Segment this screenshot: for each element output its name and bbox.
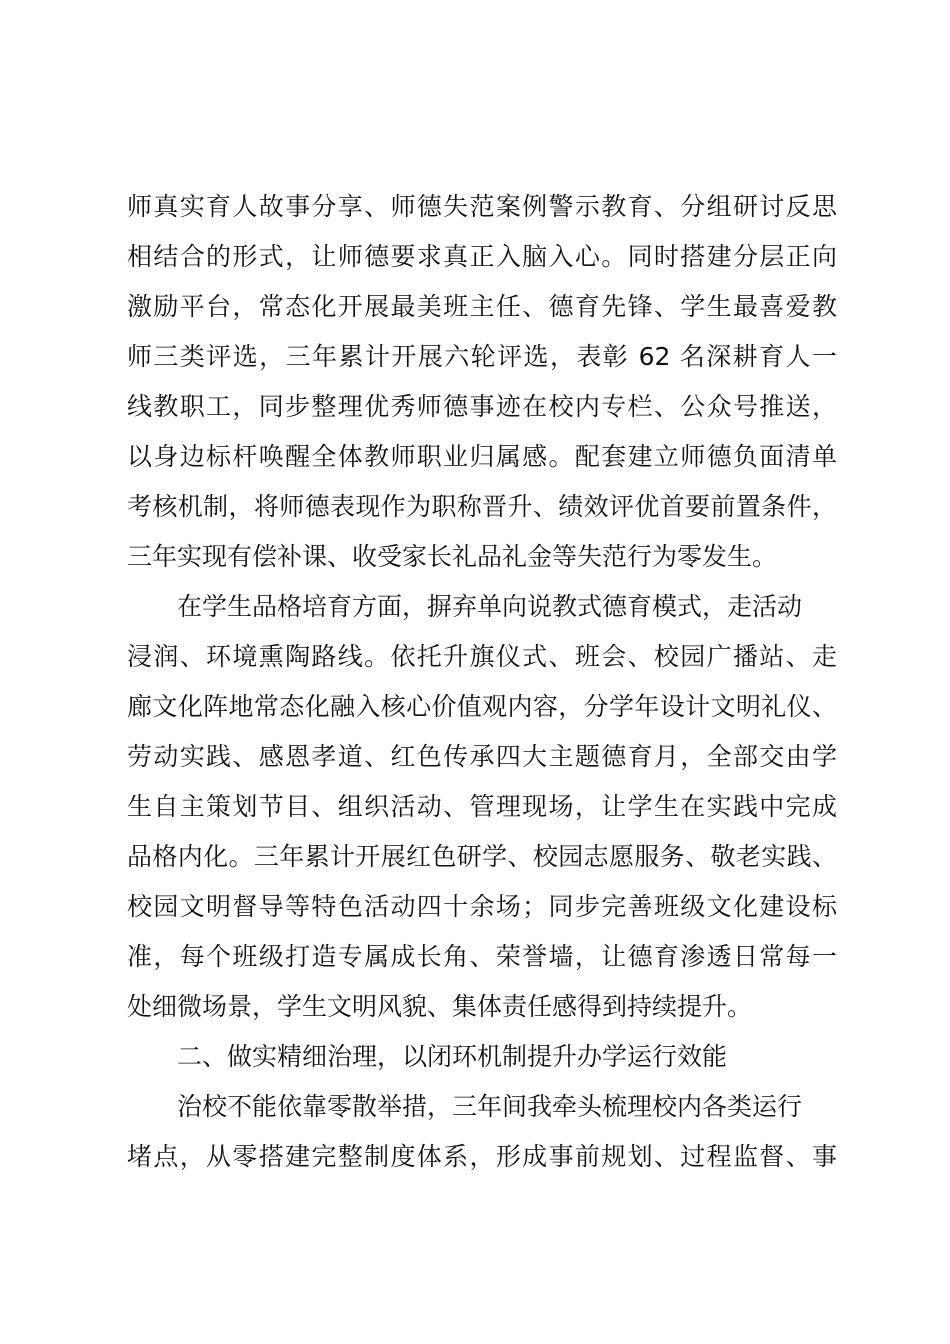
body-text-line: 激励平台，常态化开展最美班主任、德育先锋、学生最喜爱教 xyxy=(127,292,837,321)
body-text-line: 相结合的形式，让师德要求真正入脑入心。同时搭建分层正向 xyxy=(127,242,837,271)
body-text-line: 考核机制，将师德表现作为职称晋升、绩效评优首要前置条件， xyxy=(127,492,837,521)
body-text-line: 劳动实践、感恩孝道、红色传承四大主题德育月，全部交由学 xyxy=(127,742,837,771)
body-text-line: 校园文明督导等特色活动四十余场；同步完善班级文化建设标 xyxy=(127,892,837,921)
section-heading: 二、做实精细治理，以闭环机制提升办学运行效能 xyxy=(177,1042,728,1071)
body-text-line: 廊文化阵地常态化融入核心价值观内容，分学年设计文明礼仪、 xyxy=(127,692,837,721)
body-text-line: 师真实育人故事分享、师德失范案例警示教育、分组研讨反思 xyxy=(127,192,837,221)
body-text-line: 处细微场景，学生文明风貌、集体责任感得到持续提升。 xyxy=(127,992,753,1021)
body-text-line: 浸润、环境熏陶路线。依托升旗仪式、班会、校园广播站、走 xyxy=(127,642,837,671)
body-text-line: 三年实现有偿补课、收受家长礼品礼金等失范行为零发生。 xyxy=(127,542,778,571)
body-text-line: 生自主策划节目、组织活动、管理现场，让学生在实践中完成 xyxy=(127,792,837,821)
body-text-line: 师三类评选，三年累计开展六轮评选，表彰 62 名深耕育人一 xyxy=(127,342,837,371)
paragraph-first-line: 治校不能依靠零散举措，三年间我牵头梳理校内各类运行 xyxy=(177,1092,803,1121)
body-text-line: 以身边标杆唤醒全体教师职业归属感。配套建立师德负面清单 xyxy=(127,442,837,471)
body-text-line: 堵点，从零搭建完整制度体系，形成事前规划、过程监督、事 xyxy=(127,1142,837,1171)
body-text-line: 品格内化。三年累计开展红色研学、校园志愿服务、敬老实践、 xyxy=(127,842,837,871)
paragraph-first-line: 在学生品格培育方面，摒弃单向说教式德育模式，走活动 xyxy=(177,592,803,621)
body-text-line: 准，每个班级打造专属成长角、荣誉墙，让德育渗透日常每一 xyxy=(127,942,837,971)
body-text-line: 线教职工，同步整理优秀师德事迹在校内专栏、公众号推送， xyxy=(127,392,837,421)
